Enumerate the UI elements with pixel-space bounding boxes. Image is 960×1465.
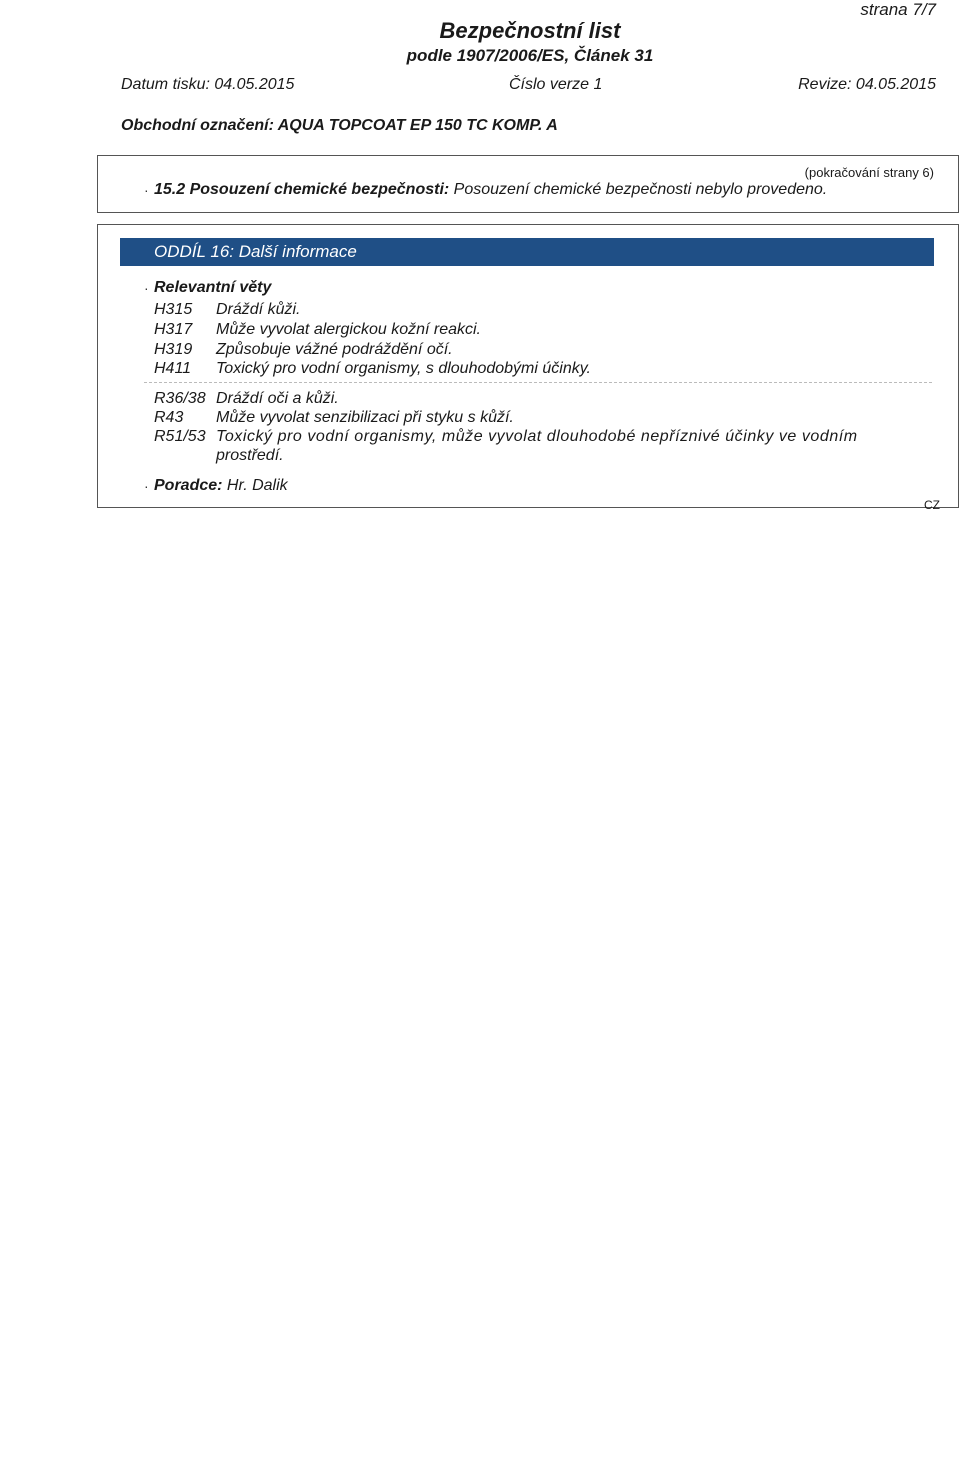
h-statement-code: H319 (154, 341, 193, 358)
dashed-separator (144, 382, 932, 383)
product-name: Obchodní označení: AQUA TOPCOAT EP 150 TC KOMP. A (121, 117, 558, 134)
advisor-line (154, 477, 288, 495)
advisor-label: Poradce: (154, 477, 223, 494)
advisor-name: Hr. Dalik (226, 477, 288, 494)
language-code: CZ (924, 498, 940, 512)
section-15-2-line (154, 181, 827, 199)
h-statement-text: Dráždí kůži. (216, 301, 301, 318)
version-number: Číslo verze 1 (509, 76, 603, 93)
relevant-phrases-label: Relevantní věty (154, 279, 272, 296)
r-statement-code: R51/53 (154, 428, 206, 445)
h-statement-text: Může vyvolat alergickou kožní reakci. (216, 321, 481, 338)
section-16-box (97, 224, 959, 512)
section-16-title: ODDÍL 16: Další informace (154, 242, 357, 261)
h-statement-code: H411 (154, 360, 192, 377)
page-number: strana 7/7 (860, 0, 936, 19)
h-statement-text: Způsobuje vážné podráždění očí. (216, 341, 453, 358)
continuation-note: (pokračování strany 6) (804, 165, 934, 180)
document-title: Bezpečnostní list (439, 18, 621, 43)
section-15-2-text: Posouzení chemické bezpečnosti nebylo provedeno. (453, 181, 828, 198)
r-statement-code: R43 (154, 409, 184, 426)
h-statement-text: Toxický pro vodní organismy, s dlouhodobými účinky. (216, 360, 591, 377)
bullet-icon: · (144, 478, 149, 494)
section-15-2-label: 15.2 Posouzení chemické bezpečnosti: (154, 181, 450, 198)
revision-date: Revize: 04.05.2015 (798, 76, 936, 93)
bullet-icon: · (144, 280, 149, 296)
r-statement-code: R36/38 (154, 390, 206, 407)
r-statement-text-continued: prostředí. (216, 447, 284, 464)
section-15-box (97, 155, 959, 213)
r-statement-text: Dráždí oči a kůži. (216, 390, 339, 407)
bullet-icon: · (144, 182, 149, 198)
print-date: Datum tisku: 04.05.2015 (121, 76, 295, 93)
r-statement-text: Toxický pro vodní organismy, může vyvolat dlouhodobé nepříznivé účinky ve vodním (216, 428, 858, 445)
document-subtitle: podle 1907/2006/ES, Článek 31 (406, 46, 654, 65)
section-16-header (120, 238, 934, 266)
r-statement-text: Může vyvolat senzibilizaci při styku s kůží. (216, 409, 514, 426)
h-statement-code: H317 (154, 321, 193, 338)
h-statement-code: H315 (154, 301, 193, 318)
